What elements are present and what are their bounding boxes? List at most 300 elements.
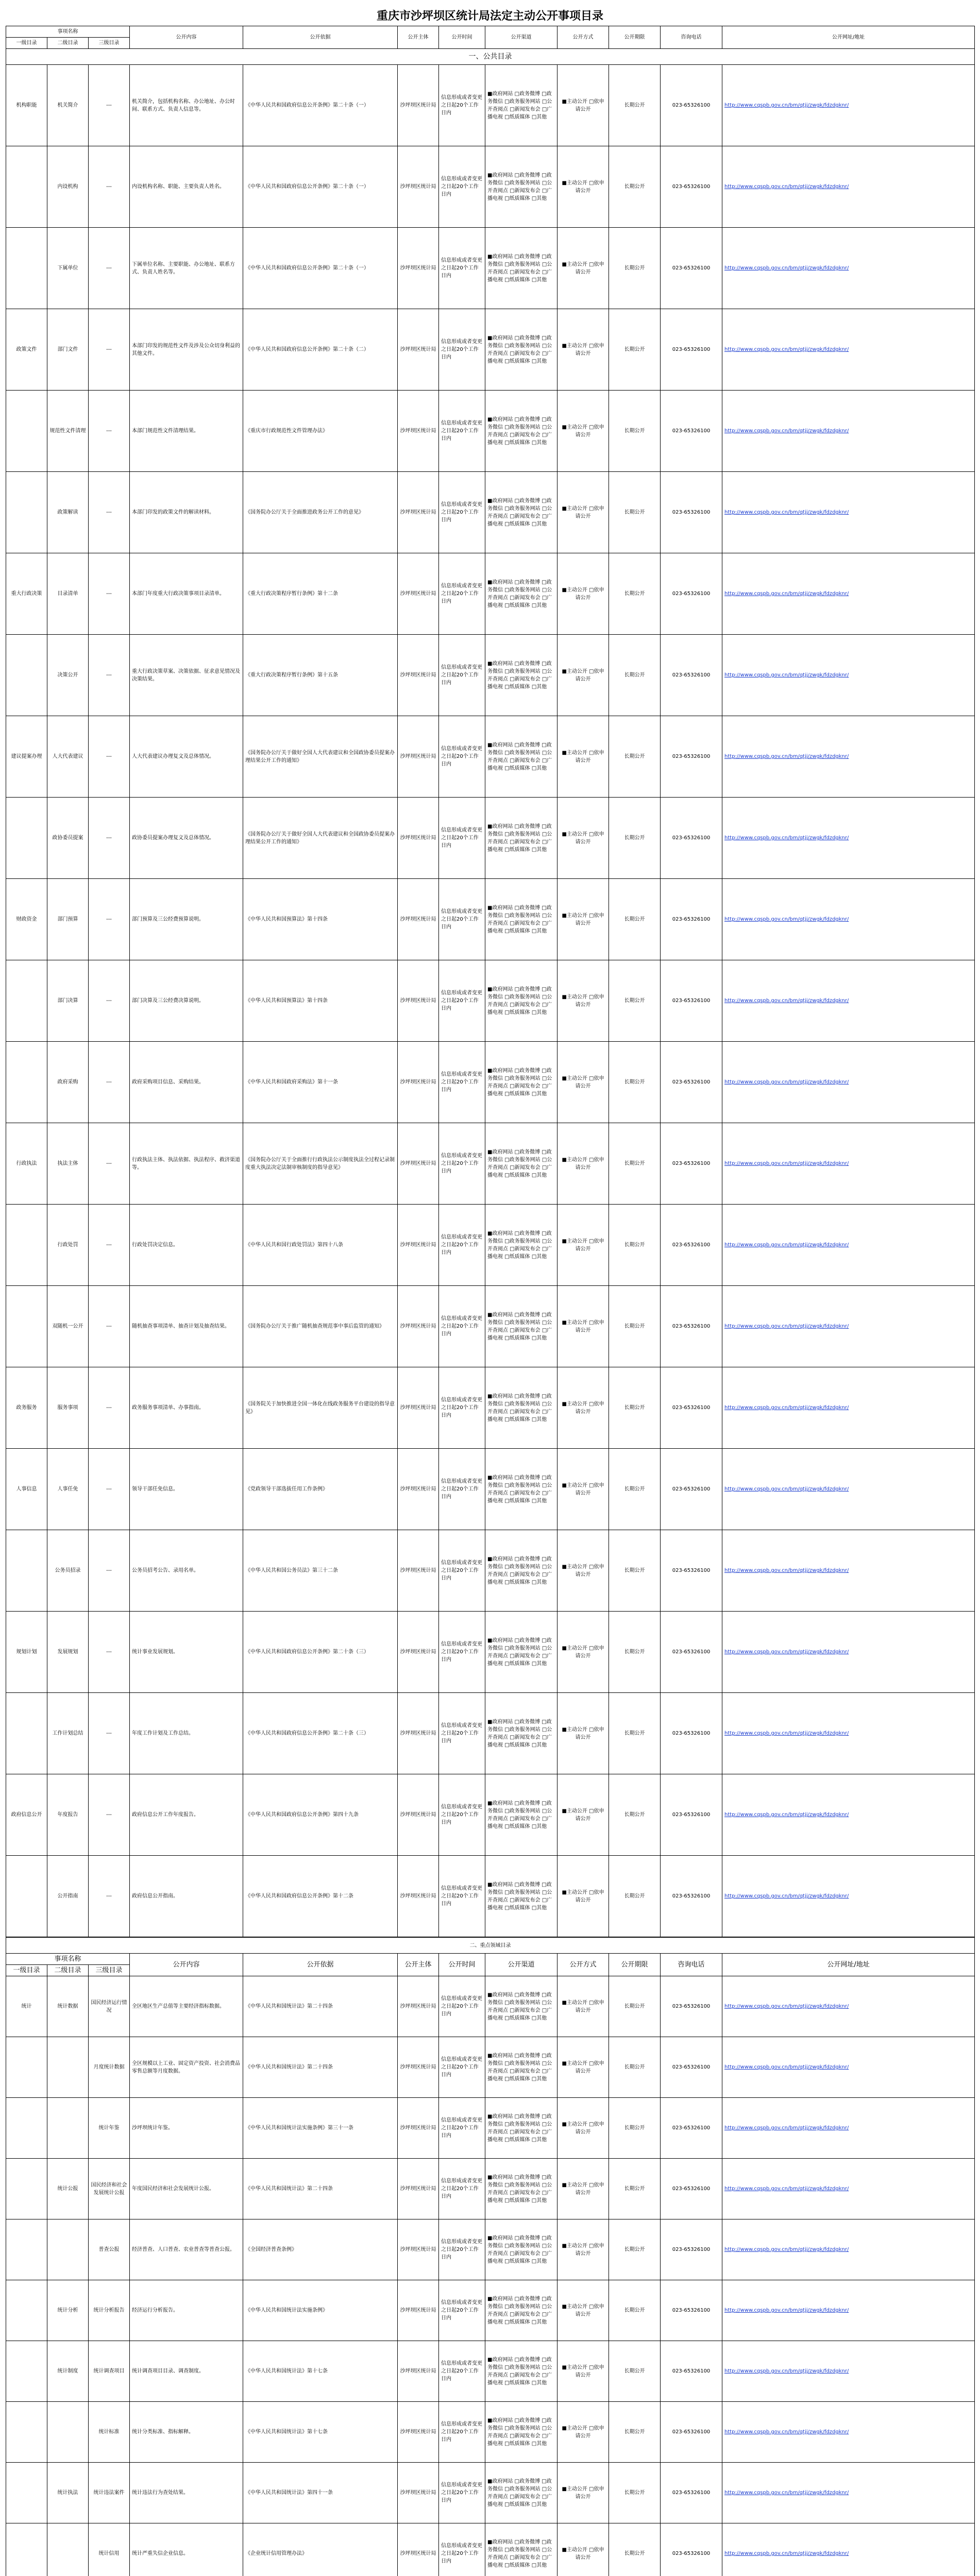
cell-basis: 《国务院办公厅关于做好全国人大代表建议和全国政协委员提案办理结果公开工作的通知》 — [243, 798, 398, 879]
cell-l3: 国民经济和社会发展统计公报 — [89, 2159, 130, 2219]
cell-url[interactable]: http://www.cqspb.gov.cn/bm/qtjj/zwgk/fdzdgknr/ — [722, 1976, 975, 2037]
cell-basis: 《国务院办公厅关于推广随机抽查规范事中事后监管的通知》 — [243, 1286, 398, 1367]
cell-url[interactable]: http://www.cqspb.gov.cn/bm/qtjj/zwgk/fdzdgknr/ — [722, 309, 975, 391]
cell-l2: 规范性文件清理 — [47, 391, 89, 472]
cell-time: 信息形成或者变更之日起20个工作日内 — [439, 1205, 485, 1286]
header-basis: 公开依据 — [243, 26, 398, 49]
cell-channel: ■政府网站 □政务微博 □政务微信 □政务服务网站 □公开查阅点 □新闻发布会 □广播电视 □纸质媒体 □其他 — [485, 1612, 557, 1693]
cell-channel: ■政府网站 □政务微博 □政务微信 □政务服务网站 □公开查阅点 □新闻发布会 □广播电视 □纸质媒体 □其他 — [485, 1693, 557, 1774]
cell-period: 长期公开 — [609, 1367, 661, 1449]
cell-phone: 023-65326100 — [661, 2098, 722, 2159]
cell-method: ■主动公开 □依申请公开 — [557, 228, 609, 309]
cell-time: 信息形成或者变更之日起20个工作日内 — [439, 2037, 485, 2098]
cell-phone: 023-65326100 — [661, 1612, 722, 1693]
cell-l1 — [6, 1693, 47, 1774]
cell-phone: 023-65326100 — [661, 2463, 722, 2523]
cell-time: 信息形成或者变更之日起20个工作日内 — [439, 2463, 485, 2523]
cell-l3: 统计标准 — [89, 2402, 130, 2463]
cell-l1 — [6, 2402, 47, 2463]
cell-l2: 人事任免 — [47, 1449, 89, 1530]
cell-url[interactable]: http://www.cqspb.gov.cn/bm/qtjj/zwgk/fdzdgknr/ — [722, 1205, 975, 1286]
cell-l2: 统计分析 — [47, 2280, 89, 2341]
header2-period: 公开期限 — [609, 1954, 661, 1976]
cell-subject: 沙坪坝区统计局 — [398, 146, 439, 228]
cell-channel: ■政府网站 □政务微博 □政务微信 □政务服务网站 □公开查阅点 □新闻发布会 □广播电视 □纸质媒体 □其他 — [485, 960, 557, 1042]
cell-url[interactable]: http://www.cqspb.gov.cn/bm/qtjj/zwgk/fdzdgknr/ — [722, 1449, 975, 1530]
table-row — [6, 1367, 975, 1449]
cell-l1 — [6, 2280, 47, 2341]
cell-phone: 023-65326100 — [661, 1856, 722, 1937]
cell-l1 — [6, 2463, 47, 2523]
cell-subject: 沙坪坝区统计局 — [398, 228, 439, 309]
table-row — [6, 1449, 975, 1530]
cell-l1 — [6, 1042, 47, 1123]
cell-phone: 023-65326100 — [661, 1286, 722, 1367]
cell-time: 信息形成或者变更之日起20个工作日内 — [439, 1693, 485, 1774]
cell-url[interactable]: http://www.cqspb.gov.cn/bm/qtjj/zwgk/fdzdgknr/ — [722, 960, 975, 1042]
header-channel: 公开渠道 — [485, 26, 557, 49]
cell-time: 信息形成或者变更之日起20个工作日内 — [439, 1612, 485, 1693]
cell-basis: 《中华人民共和国政府信息公开条例》第二十条（一） — [243, 65, 398, 146]
cell-period: 长期公开 — [609, 2037, 661, 2098]
table-row — [6, 2037, 975, 2098]
cell-url[interactable]: http://www.cqspb.gov.cn/bm/qtjj/zwgk/fdzdgknr/ — [722, 146, 975, 228]
cell-subject: 沙坪坝区统计局 — [398, 2523, 439, 2576]
cell-url[interactable]: http://www.cqspb.gov.cn/bm/qtjj/zwgk/fdzdgknr/ — [722, 2463, 975, 2523]
cell-url[interactable]: http://www.cqspb.gov.cn/bm/qtjj/zwgk/fdzdgknr/ — [722, 1856, 975, 1937]
table-row — [6, 2159, 975, 2219]
table-row — [6, 1530, 975, 1612]
cell-channel: ■政府网站 □政务微博 □政务微信 □政务服务网站 □公开查阅点 □新闻发布会 □广播电视 □纸质媒体 □其他 — [485, 228, 557, 309]
cell-basis: 《中华人民共和国政府信息公开条例》第四十九条 — [243, 1774, 398, 1856]
cell-l1: 财政资金 — [6, 879, 47, 960]
cell-l3: --- — [89, 1856, 130, 1937]
cell-time: 信息形成或者变更之日起20个工作日内 — [439, 2402, 485, 2463]
cell-l2: 执法主体 — [47, 1123, 89, 1205]
cell-l1 — [6, 2159, 47, 2219]
cell-l1: 行政执法 — [6, 1123, 47, 1205]
cell-url[interactable]: http://www.cqspb.gov.cn/bm/qtjj/zwgk/fdzdgknr/ — [722, 1367, 975, 1449]
cell-url[interactable]: http://www.cqspb.gov.cn/bm/qtjj/zwgk/fdzdgknr/ — [722, 65, 975, 146]
cell-url[interactable]: http://www.cqspb.gov.cn/bm/qtjj/zwgk/fdzdgknr/ — [722, 1693, 975, 1774]
cell-basis: 《中华人民共和国统计法》第四十一条 — [243, 2463, 398, 2523]
cell-time: 信息形成或者变更之日起20个工作日内 — [439, 1042, 485, 1123]
cell-period: 长期公开 — [609, 1530, 661, 1612]
table-row — [6, 1774, 975, 1856]
cell-period: 长期公开 — [609, 798, 661, 879]
table-row — [6, 635, 975, 716]
cell-channel: ■政府网站 □政务微博 □政务微信 □政务服务网站 □公开查阅点 □新闻发布会 □广播电视 □纸质媒体 □其他 — [485, 2341, 557, 2402]
cell-l1 — [6, 2037, 47, 2098]
cell-subject: 沙坪坝区统计局 — [398, 1976, 439, 2037]
cell-method: ■主动公开 □依申请公开 — [557, 2037, 609, 2098]
cell-l2: 政协委员提案 — [47, 798, 89, 879]
cell-l1: 政府信息公开 — [6, 1774, 47, 1856]
cell-phone: 023-65326100 — [661, 472, 722, 553]
table-row — [6, 1286, 975, 1367]
cell-channel: ■政府网站 □政务微博 □政务微信 □政务服务网站 □公开查阅点 □新闻发布会 □广播电视 □纸质媒体 □其他 — [485, 798, 557, 879]
cell-l2: 机关简介 — [47, 65, 89, 146]
cell-content: 政协委员提案办理复文及总体情况。 — [130, 798, 243, 879]
cell-period: 长期公开 — [609, 1612, 661, 1693]
cell-l3: --- — [89, 1286, 130, 1367]
cell-url[interactable]: http://www.cqspb.gov.cn/bm/qtjj/zwgk/fdzdgknr/ — [722, 716, 975, 798]
cell-subject: 沙坪坝区统计局 — [398, 1612, 439, 1693]
cell-url[interactable]: http://www.cqspb.gov.cn/bm/qtjj/zwgk/fdzdgknr/ — [722, 2037, 975, 2098]
cell-content: 年度国民经济和社会发展统计公报。 — [130, 2159, 243, 2219]
cell-url[interactable]: http://www.cqspb.gov.cn/bm/qtjj/zwgk/fdzdgknr/ — [722, 635, 975, 716]
header2-name: 事项名称 — [6, 1954, 130, 1965]
cell-phone: 023-65326100 — [661, 1774, 722, 1856]
cell-period: 长期公开 — [609, 65, 661, 146]
cell-content: 本部门印发的政策文件的解读材料。 — [130, 472, 243, 553]
cell-basis: 《中华人民共和国统计法实施条例》 — [243, 2280, 398, 2341]
header-subject: 公开主体 — [398, 26, 439, 49]
cell-time: 信息形成或者变更之日起20个工作日内 — [439, 2098, 485, 2159]
cell-method: ■主动公开 □依申请公开 — [557, 2159, 609, 2219]
cell-phone: 023-65326100 — [661, 309, 722, 391]
cell-channel: ■政府网站 □政务微博 □政务微信 □政务服务网站 □公开查阅点 □新闻发布会 □广播电视 □纸质媒体 □其他 — [485, 1449, 557, 1530]
cell-url[interactable]: http://www.cqspb.gov.cn/bm/qtjj/zwgk/fdzdgknr/ — [722, 1612, 975, 1693]
table-row — [6, 309, 975, 391]
cell-subject: 沙坪坝区统计局 — [398, 1856, 439, 1937]
header-time: 公开时间 — [439, 26, 485, 49]
cell-period: 长期公开 — [609, 2402, 661, 2463]
cell-l3: --- — [89, 879, 130, 960]
cell-phone: 023-65326100 — [661, 2402, 722, 2463]
cell-l1: 规划计划 — [6, 1612, 47, 1693]
cell-basis: 《中华人民共和国预算法》第十四条 — [243, 879, 398, 960]
common-rows — [6, 65, 975, 1937]
cell-subject: 沙坪坝区统计局 — [398, 798, 439, 879]
cell-l2 — [47, 2219, 89, 2280]
cell-period: 长期公开 — [609, 635, 661, 716]
table-row — [6, 391, 975, 472]
cell-phone: 023-65326100 — [661, 1693, 722, 1774]
cell-l3: 月度统计数据 — [89, 2037, 130, 2098]
cell-phone: 023-65326100 — [661, 2523, 722, 2576]
cell-basis: 《重大行政决策程序暂行条例》第十五条 — [243, 635, 398, 716]
cell-phone: 023-65326100 — [661, 2037, 722, 2098]
cell-phone: 023-65326100 — [661, 228, 722, 309]
cell-content: 重大行政决策草案、决策依据、征求意见情况及决策结果。 — [130, 635, 243, 716]
cell-period: 长期公开 — [609, 1042, 661, 1123]
cell-content: 部门决算及三公经费决算说明。 — [130, 960, 243, 1042]
cell-method: ■主动公开 □依申请公开 — [557, 2402, 609, 2463]
table-row — [6, 716, 975, 798]
cell-basis: 《党政领导干部选拔任用工作条例》 — [243, 1449, 398, 1530]
cell-channel: ■政府网站 □政务微博 □政务微信 □政务服务网站 □公开查阅点 □新闻发布会 □广播电视 □纸质媒体 □其他 — [485, 716, 557, 798]
cell-method: ■主动公开 □依申请公开 — [557, 65, 609, 146]
cell-time: 信息形成或者变更之日起20个工作日内 — [439, 2219, 485, 2280]
cell-channel: ■政府网站 □政务微博 □政务微信 □政务服务网站 □公开查阅点 □新闻发布会 □广播电视 □纸质媒体 □其他 — [485, 65, 557, 146]
cell-basis: 《中华人民共和国政府信息公开条例》第二十条（三） — [243, 1612, 398, 1693]
cell-l1 — [6, 146, 47, 228]
cell-phone: 023-65326100 — [661, 716, 722, 798]
cell-content: 领导干部任免信息。 — [130, 1449, 243, 1530]
header2-channel: 公开渠道 — [485, 1954, 557, 1976]
cell-content: 经济普查、人口普查、农业普查等普查公报。 — [130, 2219, 243, 2280]
cell-subject: 沙坪坝区统计局 — [398, 391, 439, 472]
cell-content: 机关简介，包括机构名称、办公地址、办公时间、联系方式、负责人信息等。 — [130, 65, 243, 146]
cell-channel: ■政府网站 □政务微博 □政务微信 □政务服务网站 □公开查阅点 □新闻发布会 □广播电视 □纸质媒体 □其他 — [485, 2402, 557, 2463]
cell-l2: 决策公开 — [47, 635, 89, 716]
table-row — [6, 472, 975, 553]
cell-method: ■主动公开 □依申请公开 — [557, 960, 609, 1042]
cell-channel: ■政府网站 □政务微博 □政务微信 □政务服务网站 □公开查阅点 □新闻发布会 □广播电视 □纸质媒体 □其他 — [485, 1123, 557, 1205]
cell-subject: 沙坪坝区统计局 — [398, 2159, 439, 2219]
cell-l2: 部门预算 — [47, 879, 89, 960]
cell-url[interactable]: http://www.cqspb.gov.cn/bm/qtjj/zwgk/fdzdgknr/ — [722, 391, 975, 472]
cell-l1 — [6, 798, 47, 879]
cell-phone: 023-65326100 — [661, 879, 722, 960]
table-row — [6, 228, 975, 309]
cell-period: 长期公开 — [609, 716, 661, 798]
cell-l3: --- — [89, 1612, 130, 1693]
cell-l2: 双随机一公开 — [47, 1286, 89, 1367]
cell-subject: 沙坪坝区统计局 — [398, 879, 439, 960]
cell-phone: 023-65326100 — [661, 146, 722, 228]
cell-channel: ■政府网站 □政务微博 □政务微信 □政务服务网站 □公开查阅点 □新闻发布会 □广播电视 □纸质媒体 □其他 — [485, 553, 557, 635]
cell-l3: --- — [89, 1123, 130, 1205]
cell-period: 长期公开 — [609, 2159, 661, 2219]
cell-time: 信息形成或者变更之日起20个工作日内 — [439, 1449, 485, 1530]
cell-channel: ■政府网站 □政务微博 □政务微信 □政务服务网站 □公开查阅点 □新闻发布会 □广播电视 □纸质媒体 □其他 — [485, 2280, 557, 2341]
section-common-heading: 一、公共目录 — [6, 49, 975, 65]
cell-period: 长期公开 — [609, 1205, 661, 1286]
table-row — [6, 798, 975, 879]
table-row — [6, 2341, 975, 2402]
cell-content: 全区规模以上工业、固定资产投资、社会消费品零售总额等月度数据。 — [130, 2037, 243, 2098]
cell-url[interactable]: http://www.cqspb.gov.cn/bm/qtjj/zwgk/fdzdgknr/ — [722, 472, 975, 553]
cell-content: 经济运行分析报告。 — [130, 2280, 243, 2341]
cell-url[interactable]: http://www.cqspb.gov.cn/bm/qtjj/zwgk/fdzdgknr/ — [722, 2402, 975, 2463]
cell-l2 — [47, 2402, 89, 2463]
cell-channel: ■政府网站 □政务微博 □政务微信 □政务服务网站 □公开查阅点 □新闻发布会 □广播电视 □纸质媒体 □其他 — [485, 1205, 557, 1286]
cell-content: 统计分类标准、指标解释。 — [130, 2402, 243, 2463]
cell-period: 长期公开 — [609, 2463, 661, 2523]
cell-l1 — [6, 228, 47, 309]
cell-basis: 《国务院办公厅关于全面推行行政执法公示制度执法全过程记录制度重大执法决定法制审核制度的指导意见》 — [243, 1123, 398, 1205]
header2-phone: 咨询电话 — [661, 1954, 722, 1976]
cell-period: 长期公开 — [609, 1449, 661, 1530]
cell-phone: 023-65326100 — [661, 2219, 722, 2280]
cell-content: 人大代表建议办理复文及总体情况。 — [130, 716, 243, 798]
cell-channel: ■政府网站 □政务微博 □政务微信 □政务服务网站 □公开查阅点 □新闻发布会 □广播电视 □纸质媒体 □其他 — [485, 391, 557, 472]
cell-l2: 公开指南 — [47, 1856, 89, 1937]
cell-basis: 《中华人民共和国统计法》第十七条 — [243, 2341, 398, 2402]
cell-subject: 沙坪坝区统计局 — [398, 309, 439, 391]
cell-l2: 工作计划总结 — [47, 1693, 89, 1774]
cell-url[interactable]: http://www.cqspb.gov.cn/bm/qtjj/zwgk/fdzdgknr/ — [722, 1123, 975, 1205]
cell-subject: 沙坪坝区统计局 — [398, 1286, 439, 1367]
header-phone: 咨询电话 — [661, 26, 722, 49]
cell-phone: 023-65326100 — [661, 1367, 722, 1449]
cell-time: 信息形成或者变更之日起20个工作日内 — [439, 1286, 485, 1367]
cell-method: ■主动公开 □依申请公开 — [557, 879, 609, 960]
cell-method: ■主动公开 □依申请公开 — [557, 2219, 609, 2280]
cell-l1 — [6, 2341, 47, 2402]
cell-time: 信息形成或者变更之日起20个工作日内 — [439, 1123, 485, 1205]
cell-period: 长期公开 — [609, 2523, 661, 2576]
cell-url[interactable]: http://www.cqspb.gov.cn/bm/qtjj/zwgk/fdzdgknr/ — [722, 1774, 975, 1856]
cell-method: ■主动公开 □依申请公开 — [557, 635, 609, 716]
cell-l2: 统计执法 — [47, 2463, 89, 2523]
cell-time: 信息形成或者变更之日起20个工作日内 — [439, 2280, 485, 2341]
cell-url[interactable]: http://www.cqspb.gov.cn/bm/qtjj/zwgk/fdzdgknr/ — [722, 553, 975, 635]
cell-time: 信息形成或者变更之日起20个工作日内 — [439, 798, 485, 879]
cell-basis: 《中华人民共和国政府信息公开条例》第十二条 — [243, 1856, 398, 1937]
cell-time: 信息形成或者变更之日起20个工作日内 — [439, 309, 485, 391]
cell-basis: 《中华人民共和国政府信息公开条例》第二十条（一） — [243, 146, 398, 228]
cell-l1 — [6, 635, 47, 716]
cell-content: 统计事业发展规划。 — [130, 1612, 243, 1693]
cell-l2: 统计公报 — [47, 2159, 89, 2219]
table-row — [6, 1976, 975, 2037]
header-l3: 三级目录 — [89, 38, 130, 49]
cell-method: ■主动公开 □依申请公开 — [557, 2098, 609, 2159]
cell-channel: ■政府网站 □政务微博 □政务微信 □政务服务网站 □公开查阅点 □新闻发布会 □广播电视 □纸质媒体 □其他 — [485, 1530, 557, 1612]
cell-time: 信息形成或者变更之日起20个工作日内 — [439, 635, 485, 716]
cell-time: 信息形成或者变更之日起20个工作日内 — [439, 879, 485, 960]
cell-url[interactable]: http://www.cqspb.gov.cn/bm/qtjj/zwgk/fdzdgknr/ — [722, 1286, 975, 1367]
cell-basis: 《中华人民共和国政府信息公开条例》第二十条（一） — [243, 228, 398, 309]
cell-url[interactable]: http://www.cqspb.gov.cn/bm/qtjj/zwgk/fdzdgknr/ — [722, 2341, 975, 2402]
table-row — [6, 879, 975, 960]
cell-url[interactable]: http://www.cqspb.gov.cn/bm/qtjj/zwgk/fdzdgknr/ — [722, 2523, 975, 2576]
cell-subject: 沙坪坝区统计局 — [398, 2463, 439, 2523]
cell-channel: ■政府网站 □政务微博 □政务微信 □政务服务网站 □公开查阅点 □新闻发布会 □广播电视 □纸质媒体 □其他 — [485, 472, 557, 553]
cell-subject: 沙坪坝区统计局 — [398, 716, 439, 798]
cell-content: 政府信息公开工作年度报告。 — [130, 1774, 243, 1856]
cell-time: 信息形成或者变更之日起20个工作日内 — [439, 716, 485, 798]
cell-basis: 《中华人民共和国统计法》第二十四条 — [243, 2159, 398, 2219]
cell-l3: 统计信用 — [89, 2523, 130, 2576]
cell-time: 信息形成或者变更之日起20个工作日内 — [439, 65, 485, 146]
cell-subject: 沙坪坝区统计局 — [398, 2037, 439, 2098]
cell-l1: 政务服务 — [6, 1367, 47, 1449]
cell-basis: 《国务院办公厅关于做好全国人大代表建议和全国政协委员提案办理结果公开工作的通知》 — [243, 716, 398, 798]
section-key-heading: 二、重点领域目录 — [6, 1938, 975, 1954]
cell-subject: 沙坪坝区统计局 — [398, 1774, 439, 1856]
cell-l3: --- — [89, 472, 130, 553]
table-row — [6, 960, 975, 1042]
cell-l1: 政策文件 — [6, 309, 47, 391]
catalog-table-key-areas — [6, 1937, 975, 2576]
cell-basis: 《中华人民共和国行政处罚法》第四十八条 — [243, 1205, 398, 1286]
header2-l2: 二级目录 — [47, 1965, 89, 1976]
cell-l2: 发展规划 — [47, 1612, 89, 1693]
cell-basis: 《中华人民共和国政府采购法》第十一条 — [243, 1042, 398, 1123]
cell-l3: --- — [89, 228, 130, 309]
cell-basis: 《国务院关于加快推进全国一体化在线政务服务平台建设的指导意见》 — [243, 1367, 398, 1449]
cell-url[interactable]: http://www.cqspb.gov.cn/bm/qtjj/zwgk/fdzdgknr/ — [722, 798, 975, 879]
header2-subject: 公开主体 — [398, 1954, 439, 1976]
cell-subject: 沙坪坝区统计局 — [398, 1530, 439, 1612]
cell-method: ■主动公开 □依申请公开 — [557, 716, 609, 798]
cell-period: 长期公开 — [609, 472, 661, 553]
cell-l3: --- — [89, 65, 130, 146]
table-row — [6, 2402, 975, 2463]
cell-channel: ■政府网站 □政务微博 □政务微信 □政务服务网站 □公开查阅点 □新闻发布会 □广播电视 □纸质媒体 □其他 — [485, 2159, 557, 2219]
cell-channel: ■政府网站 □政务微博 □政务微信 □政务服务网站 □公开查阅点 □新闻发布会 □广播电视 □纸质媒体 □其他 — [485, 635, 557, 716]
cell-url[interactable]: http://www.cqspb.gov.cn/bm/qtjj/zwgk/fdzdgknr/ — [722, 1042, 975, 1123]
cell-l3: --- — [89, 1042, 130, 1123]
cell-url[interactable]: http://www.cqspb.gov.cn/bm/qtjj/zwgk/fdzdgknr/ — [722, 2280, 975, 2341]
cell-l2: 目录清单 — [47, 553, 89, 635]
table-row — [6, 2098, 975, 2159]
header2-basis: 公开依据 — [243, 1954, 398, 1976]
cell-l3: 统计调查项目 — [89, 2341, 130, 2402]
cell-basis: 《中华人民共和国政府信息公开条例》第二十条（二） — [243, 309, 398, 391]
table-row — [6, 1042, 975, 1123]
cell-l3: --- — [89, 635, 130, 716]
cell-channel: ■政府网站 □政务微博 □政务微信 □政务服务网站 □公开查阅点 □新闻发布会 □广播电视 □纸质媒体 □其他 — [485, 1286, 557, 1367]
cell-subject: 沙坪坝区统计局 — [398, 2402, 439, 2463]
cell-method: ■主动公开 □依申请公开 — [557, 2523, 609, 2576]
cell-l2: 部门决算 — [47, 960, 89, 1042]
cell-time: 信息形成或者变更之日起20个工作日内 — [439, 228, 485, 309]
cell-channel: ■政府网站 □政务微博 □政务微信 □政务服务网站 □公开查阅点 □新闻发布会 □广播电视 □纸质媒体 □其他 — [485, 146, 557, 228]
cell-basis: 《中华人民共和国统计法》第二十四条 — [243, 2037, 398, 2098]
cell-url[interactable]: http://www.cqspb.gov.cn/bm/qtjj/zwgk/fdzdgknr/ — [722, 228, 975, 309]
cell-l2: 下属单位 — [47, 228, 89, 309]
cell-method: ■主动公开 □依申请公开 — [557, 1693, 609, 1774]
cell-content: 政府采购项目信息、采购结果。 — [130, 1042, 243, 1123]
cell-channel: ■政府网站 □政务微博 □政务微信 □政务服务网站 □公开查阅点 □新闻发布会 □广播电视 □纸质媒体 □其他 — [485, 1774, 557, 1856]
cell-subject: 沙坪坝区统计局 — [398, 960, 439, 1042]
table-row — [6, 2219, 975, 2280]
table-row — [6, 2280, 975, 2341]
cell-url[interactable]: http://www.cqspb.gov.cn/bm/qtjj/zwgk/fdzdgknr/ — [722, 2219, 975, 2280]
cell-basis: 《全国经济普查条例》 — [243, 2219, 398, 2280]
cell-l2: 服务事项 — [47, 1367, 89, 1449]
cell-content: 本部门年度重大行政决策事项目录清单。 — [130, 553, 243, 635]
cell-url[interactable]: http://www.cqspb.gov.cn/bm/qtjj/zwgk/fdzdgknr/ — [722, 1530, 975, 1612]
cell-method: ■主动公开 □依申请公开 — [557, 2280, 609, 2341]
cell-l2: 政策解读 — [47, 472, 89, 553]
cell-content: 部门预算及三公经费预算说明。 — [130, 879, 243, 960]
cell-time: 信息形成或者变更之日起20个工作日内 — [439, 1856, 485, 1937]
header2-url: 公开网址/地址 — [722, 1954, 975, 1976]
cell-l3: --- — [89, 391, 130, 472]
cell-channel: ■政府网站 □政务微博 □政务微信 □政务服务网站 □公开查阅点 □新闻发布会 □广播电视 □纸质媒体 □其他 — [485, 879, 557, 960]
cell-phone: 023-65326100 — [661, 1976, 722, 2037]
cell-time: 信息形成或者变更之日起20个工作日内 — [439, 1774, 485, 1856]
cell-url[interactable]: http://www.cqspb.gov.cn/bm/qtjj/zwgk/fdzdgknr/ — [722, 2159, 975, 2219]
cell-period: 长期公开 — [609, 1286, 661, 1367]
cell-basis: 《中华人民共和国政府信息公开条例》第二十条（三） — [243, 1693, 398, 1774]
table-row — [6, 1123, 975, 1205]
cell-method: ■主动公开 □依申请公开 — [557, 1449, 609, 1530]
cell-l1 — [6, 1286, 47, 1367]
cell-method: ■主动公开 □依申请公开 — [557, 391, 609, 472]
cell-subject: 沙坪坝区统计局 — [398, 553, 439, 635]
cell-content: 统计违法行为查处结果。 — [130, 2463, 243, 2523]
cell-time: 信息形成或者变更之日起20个工作日内 — [439, 1530, 485, 1612]
cell-l3: --- — [89, 1774, 130, 1856]
cell-url[interactable]: http://www.cqspb.gov.cn/bm/qtjj/zwgk/fdzdgknr/ — [722, 879, 975, 960]
cell-method: ■主动公开 □依申请公开 — [557, 146, 609, 228]
cell-content: 年度工作计划及工作总结。 — [130, 1693, 243, 1774]
page-title: 重庆市沙坪坝区统计局法定主动公开事项目录 — [376, 10, 603, 23]
cell-l3: --- — [89, 146, 130, 228]
cell-url[interactable]: http://www.cqspb.gov.cn/bm/qtjj/zwgk/fdzdgknr/ — [722, 2098, 975, 2159]
cell-method: ■主动公开 □依申请公开 — [557, 472, 609, 553]
cell-channel: ■政府网站 □政务微博 □政务微信 □政务服务网站 □公开查阅点 □新闻发布会 □广播电视 □纸质媒体 □其他 — [485, 1367, 557, 1449]
cell-l3: --- — [89, 960, 130, 1042]
cell-method: ■主动公开 □依申请公开 — [557, 1976, 609, 2037]
